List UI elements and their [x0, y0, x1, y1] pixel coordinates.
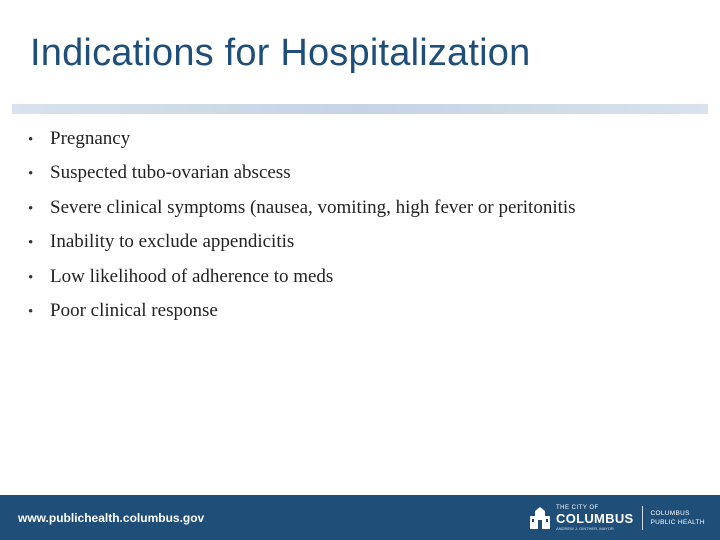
city-name-block [556, 505, 634, 531]
bullet-text: Inability to exclude appendicitis [50, 231, 295, 253]
bullet-item [28, 231, 576, 265]
city-prefix: THE CITY OF [556, 505, 599, 511]
logo-divider [642, 506, 643, 530]
bullet-dot-icon: • [28, 200, 34, 217]
bullet-dot-icon: • [28, 235, 34, 252]
bullet-item [28, 266, 576, 300]
bullet-list [28, 128, 576, 334]
footer-website-link[interactable]: www.publichealth.columbus.gov [18, 511, 205, 525]
bullet-dot-icon: • [28, 166, 34, 183]
bullet-text: Poor clinical response [50, 299, 218, 321]
bullet-text: Low likelihood of adherence to meds [50, 265, 334, 287]
bullet-item [28, 128, 576, 162]
bullet-dot-icon: • [28, 269, 34, 286]
slide-title: Indications for Hospitalization [30, 32, 531, 74]
department-line-1: COLUMBUS [650, 510, 690, 517]
department-line-2: PUBLIC HEALTH [650, 519, 705, 526]
columbus-public-health-logo [530, 503, 705, 533]
bullet-item [28, 197, 576, 231]
bullet-text: Pregnancy [50, 128, 131, 149]
title-divider-bar [12, 104, 708, 114]
bullet-dot-icon: • [28, 132, 34, 148]
city-building-icon [530, 507, 550, 529]
city-tagline: ANDREW J. GINTHER, MAYOR [556, 526, 614, 531]
bullet-text: Suspected tubo-ovarian abscess [50, 162, 291, 184]
city-name: COLUMBUS [556, 511, 634, 526]
footer-bar [0, 495, 720, 540]
bullet-dot-icon: • [28, 303, 34, 320]
bullet-item [28, 162, 576, 196]
bullet-item [28, 300, 576, 334]
department-name-block [651, 509, 705, 527]
bullet-text: Severe clinical symptoms (nausea, vomiting, high fever or peritonitis [50, 196, 576, 218]
